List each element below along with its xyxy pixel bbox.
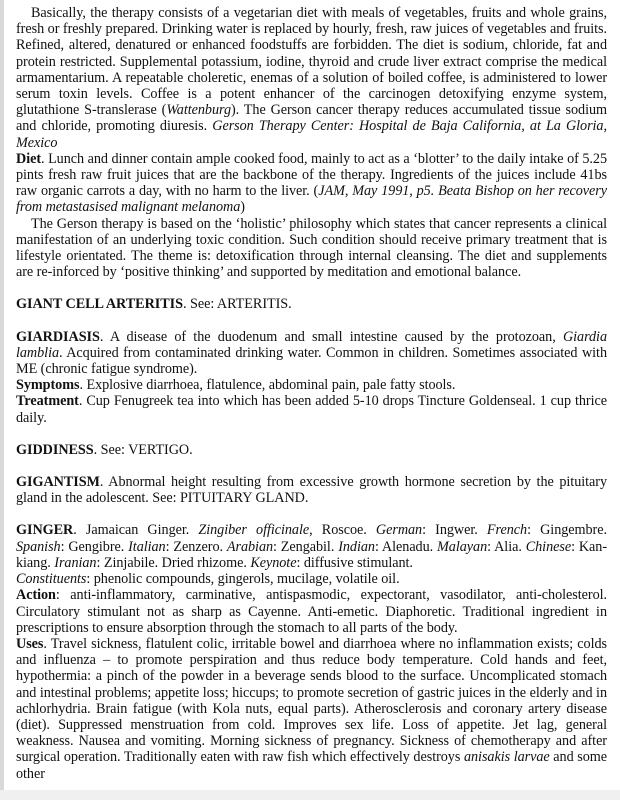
entry-term: GIANT CELL ARTERITIS [16,296,183,313]
text: . See: VERTIGO. [93,441,193,458]
uses-label: Uses [16,635,44,652]
text: ) [240,199,245,216]
treatment-label: Treatment [16,393,79,410]
lang-label: Chinese [525,538,572,555]
citation: JAM, May 1991, p5. Beata Bishop on her recovery from metastasised malignant melanoma [16,183,607,216]
lang-label: Italian [128,538,166,555]
text: : anti-inflammatory, carminative, antispasmodic, expectorant, vasodilator, anti-cholesterol. Circulatory stimulant not as sharp as Cayenne. Anti-emetic. Diaphoretic. Traditional ingredient in prescriptions to ensure absorption through the stomach to all parts of the body. [16,587,607,636]
entry-term: GINGER [16,522,74,539]
giardiasis-symptoms [16,377,607,393]
giardiasis-treatment [16,393,607,425]
entry-term: GIARDIASIS [16,328,100,345]
text: : Gingembre. [527,522,607,539]
text: . Cup Fenugreek tea into which has been added 5-10 drops Tincture Goldenseal. 1 cup thrice daily. [16,393,607,426]
text: . Abnormal height resulting from excessive growth hormone secretion by the pituitary gland in the adolescent. See: PITUITARY GLAND. [16,474,607,507]
entry-giardiasis [16,329,607,378]
text: : Ingwer. [422,522,487,539]
text: , Roscoe. [309,522,376,539]
latin-name: Giardia lamblia [16,328,607,361]
entry-ginger [16,522,607,571]
diet-label: Diet [16,150,42,167]
text: . Explosive diarrhoea, flatulence, abdominal pain, pale fatty stools. [79,377,456,394]
text: . Lunch and dinner contain ample cooked food, mainly to act as a ‘blotter’ to the daily intake of 5.25 pints fresh raw fruit juices that are the backbone of the therapy. Ingredients of the juices include 41bs raw organic carrots a day, with no harm to the liver. ( [16,150,607,200]
gerson-paragraph-3: The Gerson therapy is based on the ‘holistic’ philosophy which states that cancer represents a clinical manifestation of an underlying toxic condition. Such condition should receive primary treatment that is lifestyle orientated. The theme is: detoxification through internal cleansing. The diet and supplements are re-inforced by ‘positive thinking’ and supported by meditation and emotional balance. [16,215,607,281]
lang-label: Malayan [437,538,488,555]
gerson-diet-paragraph [16,151,607,216]
ginger-action [16,587,607,636]
text: . Jamaican Ginger. [73,522,199,539]
text: : Zenzero. [165,538,227,555]
constituents-label: Constituents [16,571,87,588]
gerson-paragraph-1 [16,5,607,151]
text: : Alenadu. [374,538,438,555]
keynote-label: Keynote [250,554,297,571]
text: Basically, the therapy consists of a vegetarian diet with meals of vegetables, fruits and whole grains, fresh or freshly prepared. Drinking water is replaced by hourly, fresh, raw juices of vegetables and fruits. Refined, altered, denatured or enhanced foodstuffs are forbidden. The diet is sodium, chloride, fat and protein restricted. Supplemental potassium, iodine, thyroid and crude liver extract comprise the medical armamentarium. A repeatable choleretic, enemas of a solution of boiled coffee, is administered to lower serum toxin levels. Coffee is a potent enhancer of the carcinogen detoxifying enzyme system, glutathione S-translerase ( [16,5,607,119]
lang-label: Indian [338,538,375,555]
text: ). The Gerson cancer therapy reduces accumulated tissue sodium and chloride, promoting diuresis. [16,102,607,135]
text: : Gengibre. [60,538,129,555]
action-label: Action [16,587,56,604]
text: : Kan-kiang. [16,538,608,571]
ginger-constituents [16,571,607,587]
symptoms-label: Symptoms [16,377,80,394]
lang-label: German [375,522,423,539]
entry-giddiness [16,442,607,458]
lang-label: Iranian [54,554,97,571]
text: : Zinjabile. Dried rhizome. [96,554,251,571]
text: : Zengabil. [273,538,339,555]
text: . A disease of the duodenum and small intestine caused by the protozoan, [99,328,563,345]
text: . Travel sickness, flatulent colic, irritable bowel and diarrhoea where no inflammation exists; colds and influenza – to promote perspiration and thus reduce body temperature. Cold hands and feet, hypothermia: a pinch of the powder in a beverage sends blood to the surface. Uncomplicated stomach and intestinal problems; appetite loss; hiccups; to promote secretion of gastric juices in the elderly and in achlorhydria. Brain fatigue (with Kola nuts, equal parts). Atherosclerosis and coronary artery disease (diet). Suppressed menstruation from cold. Improves sex life. Loss of appetite. Jet lag, general weakness. Nausea and vomiting. Morning sickness of pregnancy. Sickness of chemotherapy and after surgical operation. Traditionally eaten with raw fish which effectively destroys [16,635,607,766]
lang-label: Spanish [16,538,61,555]
text: : diffusive stimulant. [296,554,413,571]
entry-giant-cell-arteritis [16,296,607,312]
lang-label: Arabian [226,538,274,555]
text: . Acquired from contaminated drinking water. Common in children. Sometimes associated with ME (chronic fatigue syndrome). [16,344,607,378]
latin-name: anisakis larvae [463,749,550,766]
entry-term: GIGANTISM [16,474,100,491]
citation: Gerson Therapy Center: Hospital de Baja California, at La Gloria, Mexico [16,118,607,151]
text: . See: ARTERITIS. [182,296,292,313]
ginger-uses [16,636,607,782]
text: : phenolic compounds, gingerols, mucilage, volatile oil. [86,571,400,588]
text: and some other [16,749,608,782]
entry-term: GIDDINESS [16,441,94,458]
text: : Alia. [487,538,526,555]
lang-label: French [486,522,528,539]
latin-name: Zingiber officinale [198,522,310,539]
citation: Wattenburg [166,102,231,119]
entry-gigantism [16,474,607,506]
